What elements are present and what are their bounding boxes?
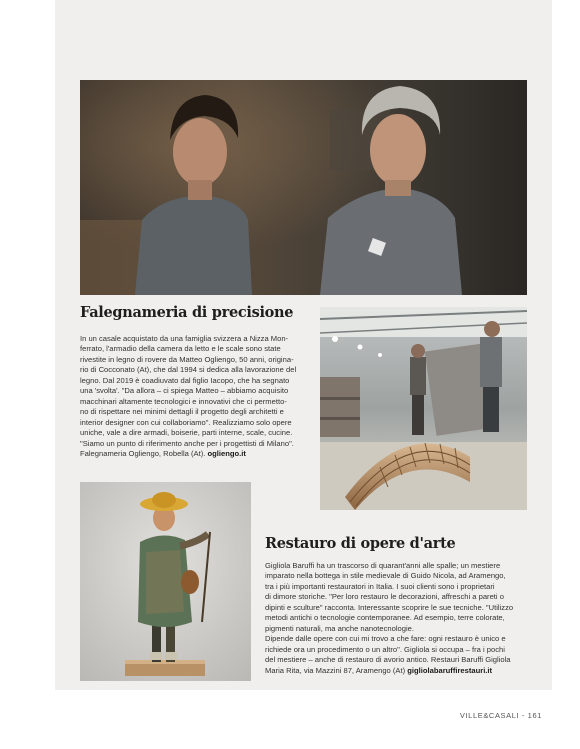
text-line: Gigliola Baruffi ha un trascorso di quarant'anni alle spalle; un mestiere [265, 561, 501, 570]
text-line: legno. Dal 2019 è coadiuvato dal figlio Iacopo, che ha segnato [80, 375, 290, 385]
text-line: del mestiere – anche di restauro di avorio antico. Restauri Baruffi Gigliola [265, 655, 511, 665]
photo-workshop [320, 307, 527, 510]
page-number: 161 [527, 711, 542, 720]
text-line: In un casale acquistato da una famiglia svizzera a Nizza Mon- [80, 334, 289, 343]
text-line: metodi antichi o tecnologie contemporanee. Ad esempio, terre colorate, [265, 613, 505, 623]
text-line: no di rispettare nei minimi dettagli il progetto degli architetti e [80, 407, 284, 417]
text-line: tra i più importanti restauratori in Italia. I suoi clienti sono i proprietari [265, 581, 495, 591]
section-body-falegnameria [80, 334, 312, 459]
text-line: imparato nella bottega in stile medievale di Guido Nicola, ad Aramengo, [265, 571, 506, 581]
text-line: "Siamo un punto di riferimento anche per i progettisti di Milano". [80, 438, 294, 448]
text-line: rivestite in legno di rovere da Matteo Ogliengo, 50 anni, origina- [80, 354, 294, 364]
photo-carpenters [80, 80, 527, 295]
text-line: ferrato, l'armadio della camera da letto e le scale sono state [80, 344, 281, 354]
text-line: dipinti e sculture" racconta. Interessante scoprire le sue tecniche. "Utilizzo [265, 602, 514, 612]
photo-statue [80, 482, 251, 681]
footer-separator: - [519, 711, 528, 720]
text-line: Dipende dalle opere con cui mi trovo a che fare: ogni restauro è unico e [265, 634, 506, 644]
text-line: rio di Cocconato (At), che dal 1994 si dedica alla lavorazione del [80, 365, 297, 375]
section-title-falegnameria: Falegnameria di precisione [80, 304, 294, 321]
text-line: di dimore storiche. "Per loro restauro le decorazioni, affreschi a pareti o [265, 592, 504, 602]
website-link-ogliengo[interactable]: ogliengo.it [207, 448, 246, 458]
text-line: interior designer con cui collaboriamo". Realizziamo solo opere [80, 417, 292, 427]
magazine-name: VILLE&CASALI [459, 711, 520, 720]
page-footer [460, 711, 542, 720]
section-title-restauro: Restauro di opere d'arte [265, 535, 456, 552]
website-link-baruffi[interactable]: gigliolabaruffirestauri.it [407, 665, 493, 675]
text-line: richiede ora un procedimento o un altro". Gigliola si occupa – fra i pochi [265, 644, 505, 654]
text-line: una 'svolta'. "Da allora – ci spiega Matteo – abbiamo acquisito [80, 386, 289, 396]
text-line: Falegnameria Ogliengo, Robella (At). ogliengo.it [80, 448, 246, 458]
text-line: macchinari altamente tecnologici e innovativi che ci permetto- [80, 396, 287, 406]
section-body-restauro [265, 561, 531, 676]
text-line: uniche, vale a dire armadi, boiserie, parti interne, scale, cucine. [80, 428, 293, 438]
text-line: Maria Rita, via Mazzini 87, Aramengo (At) gigliolabaruffirestauri.it [265, 665, 493, 675]
text-line: pigmenti naturali, ma anche nanotecnologie. [265, 623, 415, 633]
